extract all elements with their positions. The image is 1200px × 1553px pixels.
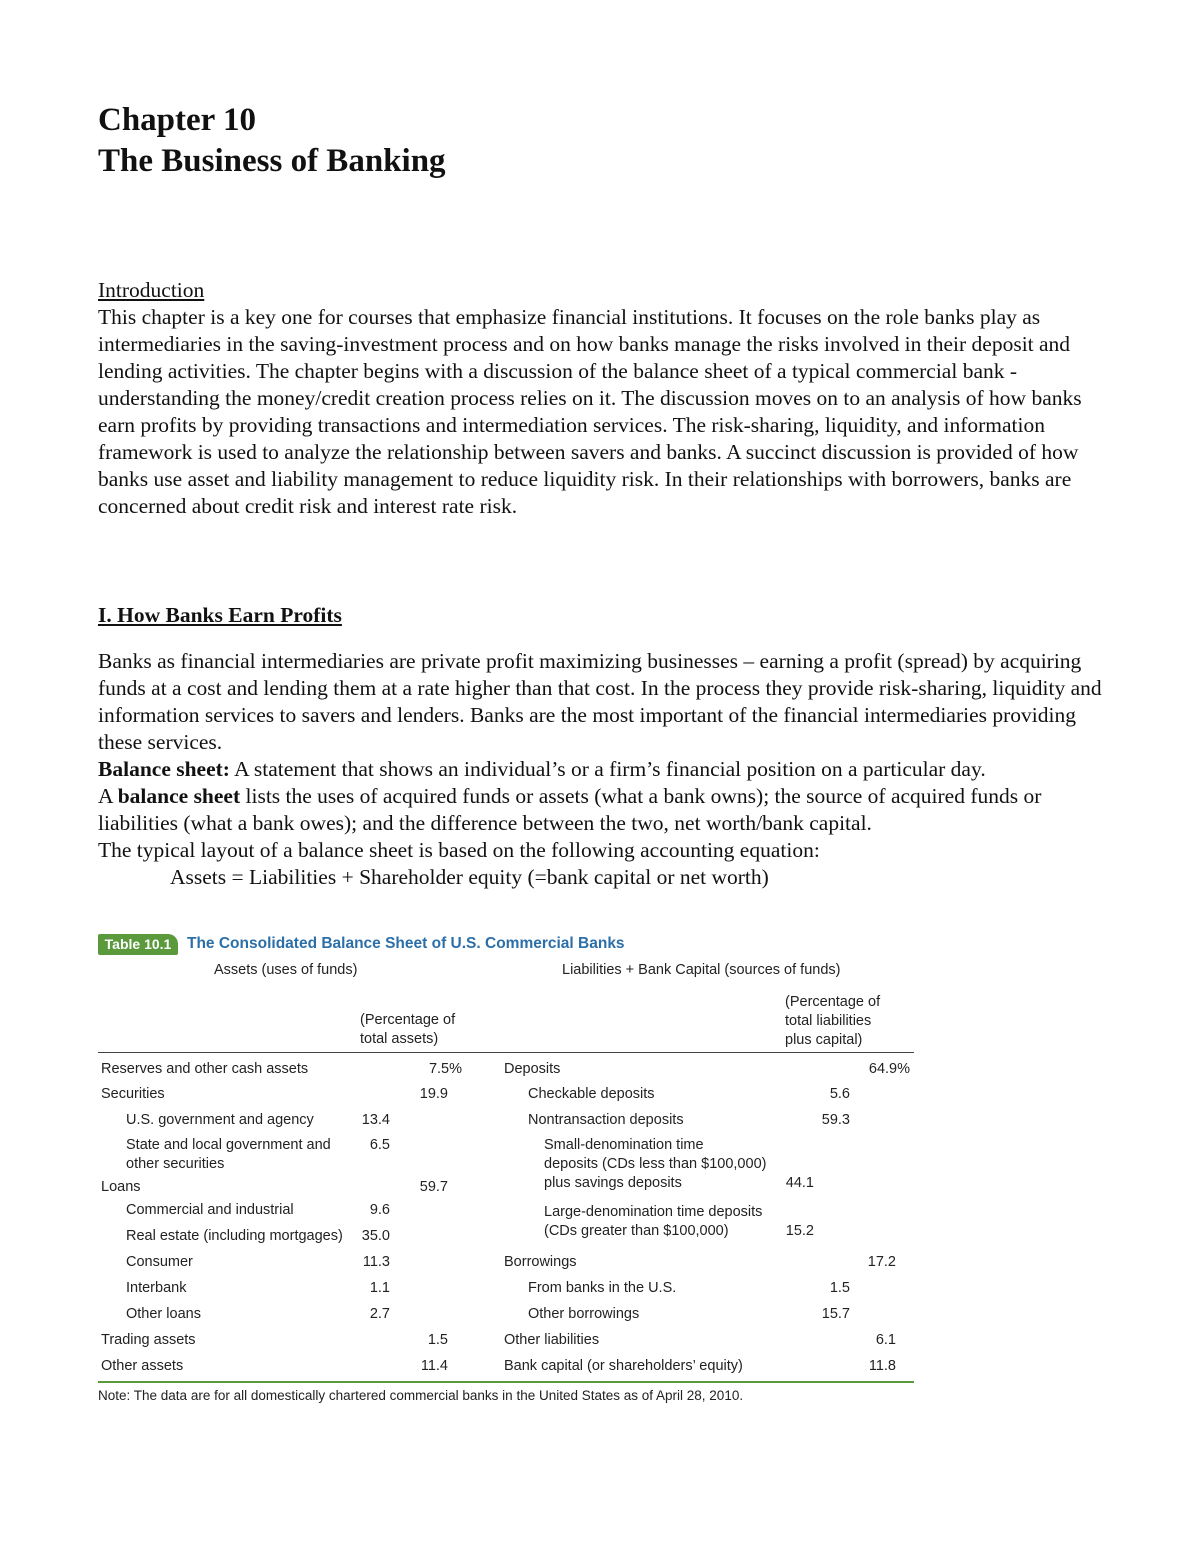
liability-total: 11.8 [868,1358,896,1374]
description-prefix: A [98,784,118,808]
accounting-equation: Assets = Liabilities + Shareholder equity (=bank capital or net worth) [170,865,769,889]
introduction-section [98,277,1108,520]
liability-label: Checkable deposits [528,1086,655,1102]
asset-sub-value: 6.5 [369,1137,390,1153]
liability-label: Small-denomination time [544,1137,704,1153]
liability-label: Borrowings [504,1254,577,1270]
assets-header: Assets (uses of funds) [214,962,358,978]
liability-subsub-value: 15.2 [785,1223,814,1239]
asset-label: Commercial and industrial [126,1202,294,1218]
asset-total: 19.9 [419,1086,448,1102]
asset-total: 1.5 [427,1332,448,1348]
introduction-text: This chapter is a key one for courses that emphasize financial institutions. It focuses on the role banks play as intermediaries in the saving-investment process and on how banks manage the risks involved in their deposit and lending activities. The chapter begins with a discussion of the balance sheet of a typical commercial bank - understanding the money/credit creation process relies on it. The discussion moves on to an analysis of how banks earn profits by providing transactions and intermediation services. The risk-sharing, liquidity, and information framework is used to analyze the relationship between savers and banks. A succinct discussion is provided of how banks use asset and liability management to reduce liquidity risk. In their relationships with borrowers, banks are concerned about credit risk and interest rate risk. [98,305,1082,518]
asset-label: Reserves and other cash assets [101,1061,309,1077]
liability-sub-value: 1.5 [829,1280,850,1296]
table-title: The Consolidated Balance Sheet of U.S. Commercial Banks [187,935,625,952]
description-text: lists the uses of acquired funds or assets (what a bank owns); the source of acquired funds or liabilities (what a bank owes); and the difference between the two, net worth/bank capital. [98,784,1042,835]
asset-total: 7.5% [428,1061,462,1077]
asset-sub-value: 9.6 [369,1202,390,1218]
balance-sheet-bold-term: balance sheet [117,784,241,808]
asset-label: U.S. government and agency [126,1112,314,1128]
liability-sub-value: 15.7 [821,1306,850,1322]
balance-sheet-definition-text: A statement that shows an individual’s or a firm’s financial position on a particular day. [229,757,986,781]
asset-sub-value: 1.1 [369,1280,390,1296]
liability-label: Other liabilities [504,1332,600,1348]
liability-label: Other borrowings [528,1306,640,1322]
assets-pct-header-1: (Percentage of [360,1012,456,1028]
layout-sentence: The typical layout of a balance sheet is based on the following accounting equation: [98,838,820,862]
liability-label: From banks in the U.S. [528,1280,677,1296]
header-rule [98,1052,914,1053]
liability-total: 64.9% [868,1061,910,1077]
asset-label: Consumer [126,1254,193,1270]
liability-label: Nontransaction deposits [528,1112,684,1128]
liability-label: Large-denomination time deposits [544,1204,763,1220]
introduction-heading: Introduction [98,278,205,302]
asset-sub-value: 11.3 [362,1254,390,1270]
asset-label: Securities [101,1086,165,1102]
balance-sheet-table [98,932,916,1407]
liability-sub-value: 59.3 [821,1112,850,1128]
asset-label: Loans [101,1179,141,1195]
table-badge: Table 10.1 [98,934,178,955]
balance-sheet-definition [98,756,1108,783]
profits-paragraph: Banks as financial intermediaries are private profit maximizing businesses – earning a profit (spread) by acquiring funds at a cost and lending them at a rate higher than that cost. In the process they provide risk-sharing, liquidity and information services to savers and lenders. Banks are the most important of the financial intermediaries providing these services. [98,649,1102,754]
liab-pct-header-3: plus capital) [785,1032,863,1048]
chapter-name: The Business of Banking [98,143,446,179]
liability-label-cont: deposits (CDs less than $100,000) [544,1156,767,1172]
asset-label: Other assets [101,1358,184,1374]
asset-sub-value: 35.0 [361,1228,390,1244]
asset-label: State and local government and [126,1137,331,1153]
asset-sub-value: 13.4 [361,1112,390,1128]
liab-pct-header-1: (Percentage of [785,994,881,1010]
liability-sub-value: 5.6 [829,1086,850,1102]
liability-total: 6.1 [875,1332,896,1348]
liability-label: Deposits [504,1061,561,1077]
chapter-title [98,100,446,182]
asset-label: Interbank [126,1280,187,1296]
liab-pct-header-2: total liabilities [785,1013,872,1029]
balance-sheet-description [98,783,1108,837]
asset-label: Other loans [126,1306,201,1322]
liability-subsub-value: 44.1 [785,1175,814,1191]
asset-label-cont: other securities [126,1156,225,1172]
liability-label: Bank capital (or shareholders’ equity) [504,1358,743,1374]
asset-label: Real estate (including mortgages) [126,1228,343,1244]
liability-label-cont: plus savings deposits [544,1175,682,1191]
asset-total: 59.7 [419,1179,448,1195]
assets-pct-header-2: total assets) [360,1031,439,1047]
liabilities-header: Liabilities + Bank Capital (sources of funds) [562,962,841,978]
asset-label: Trading assets [101,1332,196,1348]
balance-sheet-term: Balance sheet: [98,757,230,781]
asset-sub-value: 2.7 [369,1306,390,1322]
chapter-number: Chapter 10 [98,102,256,138]
section-body [98,648,1108,891]
liability-label-cont: (CDs greater than $100,000) [544,1223,729,1239]
section-heading: I. How Banks Earn Profits [98,603,342,627]
table-note: Note: The data are for all domestically chartered commercial banks in the United States as of April 28, 2010. [98,1388,744,1403]
bottom-rule [98,1381,914,1383]
liability-total: 17.2 [867,1254,896,1270]
asset-total: 11.4 [420,1358,448,1374]
